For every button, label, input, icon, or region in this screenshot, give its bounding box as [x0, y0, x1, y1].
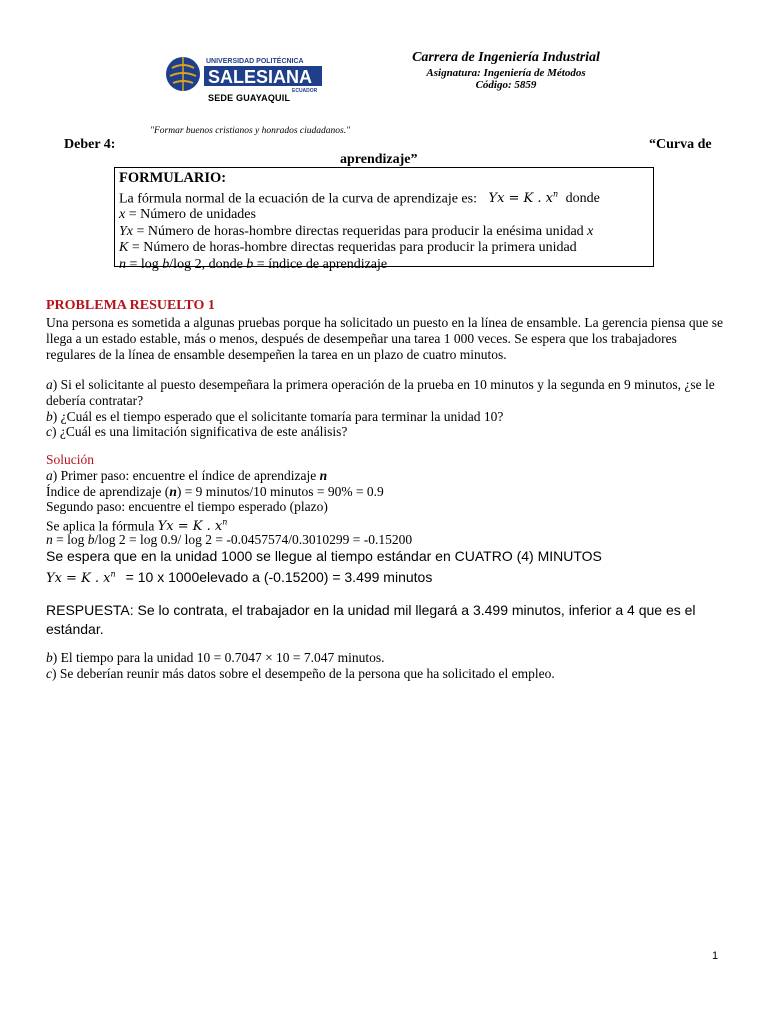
- answer-paragraph: RESPUESTA: Se lo contrata, el trabajador en la unidad mil llegará a 3.499 minutos, inferior a 4 que es el estándar.: [46, 602, 696, 637]
- salesiana-logo-graphic: [164, 54, 324, 94]
- solution-heading: Solución: [46, 452, 95, 467]
- solution-apply: Se aplica la fórmula Yx = K . $x^n$: [46, 518, 228, 535]
- assignment-title-part2: aprendizaje”: [340, 152, 418, 167]
- formula-box: [114, 167, 654, 272]
- solution-b: b) El tiempo para la unidad 10 = 0.7047 × 10 = 7.047 minutos.: [46, 650, 385, 665]
- solution-index: Índice de aprendizaje (n) = 9 minutos/10 minutos = 90% = 0.9: [46, 484, 384, 499]
- logo-university-text: UNIVERSIDAD POLITÉCNICA: [206, 58, 304, 65]
- page-number: 1: [712, 950, 719, 962]
- problem-question-a: a) Si el solicitante al puesto desempeñara la primera operación de la prueba en 10 minutos y la segunda en 9 minutos, ¿se le debería contratar?: [46, 377, 715, 408]
- formula-def-n: n = log b/log 2, donde b = índice de aprendizaje: [119, 256, 388, 272]
- formula-intro-line: [119, 187, 649, 208]
- logo-name-text: SALESIANA: [208, 67, 313, 87]
- code-line: Código: 5859: [475, 79, 537, 91]
- formula-expression: Yx = K . $x^n$: [488, 189, 559, 206]
- solution-c: c) Se deberían reunir más datos sobre el desempeño de la persona que ha solicitado el empleo.: [46, 666, 555, 681]
- formula-def-k: K = Número de horas-hombre directas requeridas para producir la primera unidad: [119, 240, 577, 256]
- problem-heading: PROBLEMA RESUELTO 1: [46, 298, 215, 313]
- solution-n-calc: n = log b/log 2 = log 0.9/ log 2 = -0.0457574/0.3010299 = -0.15200: [46, 532, 413, 547]
- assignment-title-part1: “Curva de: [649, 137, 712, 152]
- formula-box-title: FORMULARIO:: [119, 170, 227, 186]
- assignment-label: Deber 4:: [64, 137, 116, 152]
- formula-intro: La fórmula normal de la ecuación de la curva de aprendizaje es:: [119, 190, 477, 206]
- formula-def-x: x = Número de unidades: [119, 207, 256, 223]
- solution-expect: Se espera que en la unidad 1000 se llegue al tiempo estándar en CUATRO (4) MINUTOS: [46, 548, 602, 564]
- sede-label: SEDE GUAYAQUIL: [208, 93, 291, 103]
- motto: "Formar buenos cristianos y honrados ciudadanos.": [150, 126, 351, 136]
- career-title: Carrera de Ingeniería Industrial: [412, 50, 600, 65]
- formula-donde: donde: [565, 190, 600, 206]
- solution-formula: Yx = K . $x^n$: [157, 518, 228, 535]
- solution-result: Yx = K . $x^n = 10$ x 1000elevado a (-0.15200) = 3.499 minutos: [46, 569, 433, 587]
- formula-def-yx: Yx = Número de horas-hombre directas requeridas para producir la enésima unidad x: [119, 223, 594, 239]
- problem-statement: Una persona es sometida a algunas pruebas porque ha solicitado un puesto en la línea de ensamble. La gerencia piensa que se llega a un estado estable, más o menos, después de desempeñar una tarea 1 000 veces. Se espera que los trabajadores regulares de la línea de ensamble desempeñen la tarea en un plazo de cuatro minutos.: [46, 315, 724, 362]
- solution-result-formula: Yx = K . $x^n$: [46, 570, 116, 587]
- solution-step1: a) Primer paso: encuentre el índice de aprendizaje n: [46, 468, 328, 483]
- logo-country-text: ECUADOR: [292, 88, 318, 94]
- subject-line: Asignatura: Ingeniería de Métodos: [426, 67, 586, 79]
- problem-question-c: c) ¿Cuál es una limitación significativa de este análisis?: [46, 424, 348, 439]
- problem-question-b: b) ¿Cuál es el tiempo esperado que el solicitante tomaría para terminar la unidad 10?: [46, 409, 504, 424]
- course-header: [396, 50, 616, 91]
- solution-step2: Segundo paso: encuentre el tiempo esperado (plazo): [46, 499, 328, 514]
